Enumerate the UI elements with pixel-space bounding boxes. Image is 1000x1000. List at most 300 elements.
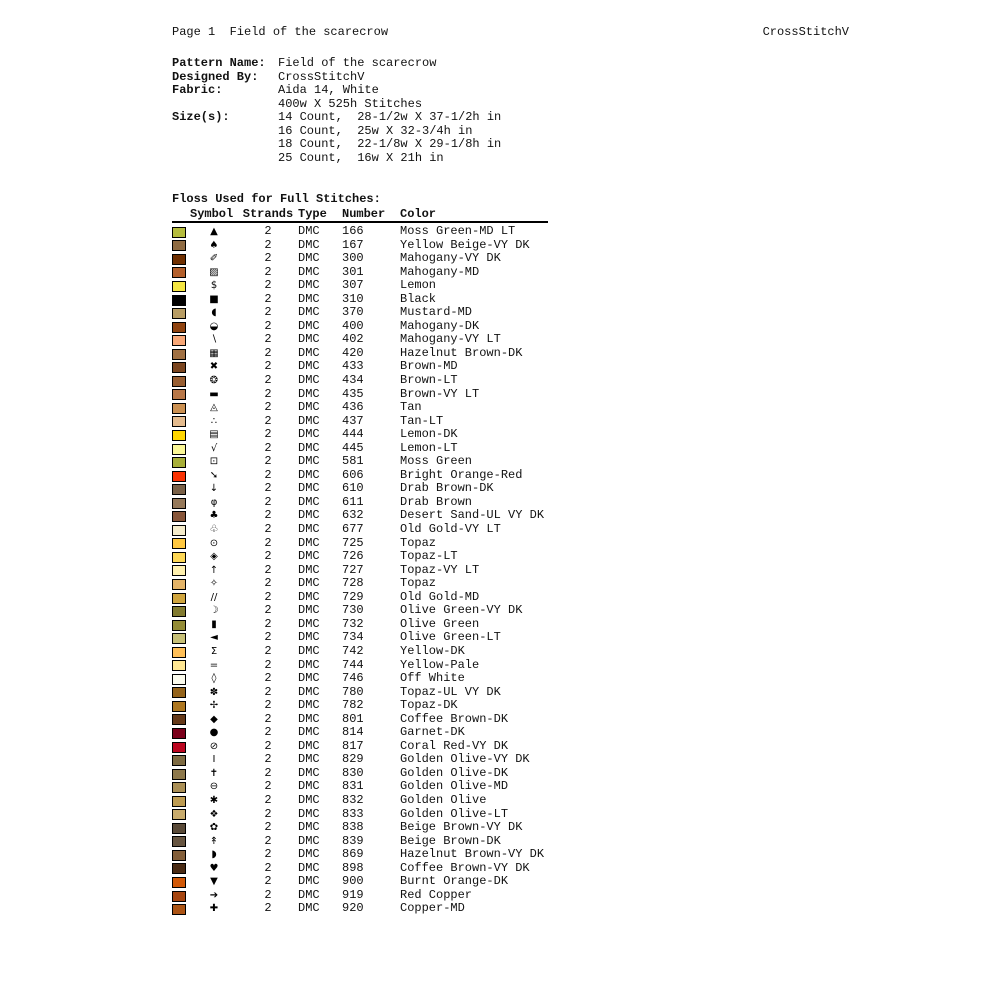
- stitch-symbol: ✱: [209, 794, 219, 806]
- stitch-symbol: ➔: [209, 889, 219, 901]
- floss-number: 869: [342, 848, 364, 862]
- color-swatch: [172, 416, 186, 427]
- floss-color-name: Topaz: [400, 536, 437, 550]
- floss-number: 444: [342, 428, 364, 442]
- pattern-info: [172, 57, 501, 165]
- strands-value: 2: [264, 346, 272, 360]
- sizes-row-3: [172, 138, 501, 152]
- floss-color-name: Brown-LT: [400, 374, 458, 388]
- floss-number: 817: [342, 739, 364, 753]
- stitch-symbol: ✐: [209, 253, 219, 265]
- table-row: [172, 740, 548, 754]
- color-swatch: [172, 877, 186, 888]
- strands-value: 2: [264, 807, 272, 821]
- table-row: [172, 753, 548, 767]
- table-row: [172, 604, 548, 618]
- color-swatch: [172, 809, 186, 820]
- color-swatch: [172, 335, 186, 346]
- stitch-symbol: ✝: [209, 767, 219, 779]
- strands-value: 2: [264, 387, 272, 401]
- floss-type: DMC: [298, 617, 320, 631]
- strands-value: 2: [264, 848, 272, 862]
- floss-color-name: Yellow Beige-VY DK: [400, 238, 530, 252]
- floss-number: 420: [342, 346, 364, 360]
- color-swatch: [172, 322, 186, 333]
- floss-number: 829: [342, 753, 364, 767]
- floss-color-name: Olive Green-LT: [400, 631, 501, 645]
- table-row: [172, 537, 548, 551]
- strands-value: 2: [264, 739, 272, 753]
- floss-color-name: Mahogany-VY DK: [400, 252, 501, 266]
- floss-color-name: Golden Olive-DK: [400, 766, 509, 780]
- designed-by-row: [172, 71, 501, 85]
- fabric-row: [172, 84, 501, 98]
- floss-color-name: Golden Olive: [400, 793, 487, 807]
- stitch-symbol: ✧: [209, 578, 219, 590]
- floss-type: DMC: [298, 848, 320, 862]
- floss-type: DMC: [298, 726, 320, 740]
- strands-value: 2: [264, 766, 272, 780]
- page-header-right: CrossStitchV: [762, 25, 849, 39]
- size-value-1: 14 Count, 28-1/2w X 37-1/2h in: [278, 110, 502, 124]
- stitch-symbol: $: [210, 280, 218, 292]
- floss-number: 433: [342, 360, 364, 374]
- floss-color-name: Off White: [400, 672, 465, 686]
- strands-value: 2: [264, 793, 272, 807]
- floss-number: 832: [342, 793, 364, 807]
- strands-value: 2: [264, 292, 272, 306]
- floss-color-name: Golden Olive-MD: [400, 780, 509, 794]
- floss-color-name: Hazelnut Brown-VY DK: [400, 848, 545, 862]
- floss-number: 632: [342, 509, 364, 523]
- color-swatch: [172, 674, 186, 685]
- floss-color-name: Red Copper: [400, 888, 473, 902]
- floss-number: 746: [342, 672, 364, 686]
- size-value-3: 18 Count, 22-1/8w X 29-1/8h in: [278, 137, 502, 151]
- stitch-symbol: ◊: [211, 673, 217, 685]
- floss-type: DMC: [298, 604, 320, 618]
- strands-value: 2: [264, 265, 272, 279]
- table-row: [172, 848, 548, 862]
- floss-color-name: Beige Brown-DK: [400, 834, 501, 848]
- floss-color-name: Olive Green: [400, 617, 480, 631]
- table-row: [172, 347, 548, 361]
- floss-color-name: Mahogany-MD: [400, 265, 480, 279]
- stitch-symbol: ■: [209, 293, 219, 305]
- stitch-symbol: ◆: [210, 713, 218, 725]
- table-row: [172, 388, 548, 402]
- designed-by-value: CrossStitchV: [278, 69, 365, 84]
- stitch-symbol: ▤: [209, 429, 219, 441]
- floss-type: DMC: [298, 495, 320, 509]
- strands-value: 2: [264, 428, 272, 442]
- floss-number: 727: [342, 563, 364, 577]
- table-row: [172, 577, 548, 591]
- color-swatch: [172, 755, 186, 766]
- floss-number: 611: [342, 495, 364, 509]
- floss-type: DMC: [298, 563, 320, 577]
- stitch-symbol: ♠: [209, 239, 219, 251]
- table-row: [172, 631, 548, 645]
- floss-type: DMC: [298, 888, 320, 902]
- strands-value: 2: [264, 658, 272, 672]
- floss-type: DMC: [298, 699, 320, 713]
- floss-type: DMC: [298, 292, 320, 306]
- table-row: [172, 699, 548, 713]
- color-swatch: [172, 850, 186, 861]
- color-swatch: [172, 267, 186, 278]
- color-swatch: [172, 227, 186, 238]
- floss-color-name: Olive Green-VY DK: [400, 604, 523, 618]
- stitch-symbol: ❂: [209, 375, 219, 387]
- column-header-strands: Strands: [242, 207, 294, 221]
- strands-value: 2: [264, 550, 272, 564]
- floss-type: DMC: [298, 550, 320, 564]
- table-row: [172, 862, 548, 876]
- floss-type: DMC: [298, 468, 320, 482]
- floss-type: DMC: [298, 658, 320, 672]
- stitch-symbol: ♣: [209, 510, 219, 522]
- color-swatch: [172, 403, 186, 414]
- color-swatch: [172, 579, 186, 590]
- floss-number: 445: [342, 441, 364, 455]
- strands-value: 2: [264, 414, 272, 428]
- stitch-symbol: ✚: [209, 903, 219, 915]
- floss-number: 400: [342, 319, 364, 333]
- floss-type: DMC: [298, 265, 320, 279]
- floss-type: DMC: [298, 590, 320, 604]
- column-header-number: Number: [342, 207, 386, 221]
- floss-type: DMC: [298, 441, 320, 455]
- color-swatch: [172, 538, 186, 549]
- table-row: [172, 401, 548, 415]
- sizes-row-2: [172, 125, 501, 139]
- floss-type: DMC: [298, 360, 320, 374]
- floss-type: DMC: [298, 739, 320, 753]
- color-swatch: [172, 376, 186, 387]
- floss-type: DMC: [298, 414, 320, 428]
- color-swatch: [172, 904, 186, 915]
- stitch-symbol: ◄: [210, 632, 218, 644]
- floss-number: 166: [342, 225, 364, 238]
- pattern-name-value: Field of the scarecrow: [278, 56, 437, 70]
- table-row: [172, 333, 548, 347]
- floss-number: 310: [342, 292, 364, 306]
- color-swatch: [172, 836, 186, 847]
- floss-color-name: Lemon: [400, 279, 437, 293]
- color-swatch: [172, 565, 186, 576]
- stitch-symbol: ⊘: [209, 740, 219, 752]
- strands-value: 2: [264, 374, 272, 388]
- color-swatch: [172, 633, 186, 644]
- floss-type: DMC: [298, 509, 320, 523]
- strands-value: 2: [264, 482, 272, 496]
- strands-value: 2: [264, 699, 272, 713]
- floss-type: DMC: [298, 577, 320, 591]
- strands-value: 2: [264, 536, 272, 550]
- floss-number: 167: [342, 238, 364, 252]
- table-row: [172, 428, 548, 442]
- column-header-color: Color: [400, 207, 437, 221]
- strands-value: 2: [264, 279, 272, 293]
- color-swatch: [172, 484, 186, 495]
- designed-by-label: Designed By:: [172, 69, 259, 84]
- sizes-label: Size(s):: [172, 110, 230, 124]
- color-swatch: [172, 389, 186, 400]
- floss-color-name: Yellow-DK: [400, 644, 465, 658]
- floss-color-name: Old Gold-VY LT: [400, 523, 501, 537]
- fabric-label: Fabric:: [172, 83, 223, 97]
- color-swatch: [172, 769, 186, 780]
- stitch-symbol: ❖: [209, 808, 219, 820]
- stitch-symbol: =: [209, 659, 219, 671]
- floss-color-name: Old Gold-MD: [400, 590, 480, 604]
- stitch-symbol: √: [210, 442, 218, 454]
- stitch-symbol: ▬: [209, 388, 219, 400]
- stitch-symbol: ∴: [210, 415, 218, 427]
- table-row: [172, 821, 548, 835]
- table-row: [172, 889, 548, 903]
- floss-number: 728: [342, 577, 364, 591]
- floss-type: DMC: [298, 252, 320, 266]
- table-row: [172, 225, 548, 239]
- floss-color-name: Beige Brown-VY DK: [400, 821, 523, 835]
- strands-value: 2: [264, 685, 272, 699]
- floss-type: DMC: [298, 319, 320, 333]
- color-swatch: [172, 295, 186, 306]
- color-swatch: [172, 525, 186, 536]
- stitch-symbol: ▲: [210, 226, 218, 237]
- floss-type: DMC: [298, 672, 320, 686]
- stitch-symbol: ➘: [209, 469, 219, 481]
- strands-value: 2: [264, 509, 272, 523]
- table-row: [172, 509, 548, 523]
- floss-number: 677: [342, 523, 364, 537]
- stitch-symbol: Σ: [210, 645, 218, 657]
- stitch-symbol: ◗: [211, 849, 217, 861]
- color-swatch: [172, 796, 186, 807]
- floss-color-name: Coffee Brown-DK: [400, 712, 509, 726]
- color-swatch: [172, 552, 186, 563]
- floss-table-header: [172, 207, 548, 223]
- table-row: [172, 659, 548, 673]
- floss-type: DMC: [298, 387, 320, 401]
- floss-number: 300: [342, 252, 364, 266]
- table-row: [172, 713, 548, 727]
- floss-type: DMC: [298, 225, 320, 238]
- stitch-symbol: ◬: [210, 402, 218, 414]
- floss-color-name: Moss Green: [400, 455, 473, 469]
- table-row: [172, 279, 548, 293]
- strands-value: 2: [264, 631, 272, 645]
- floss-number: 734: [342, 631, 364, 645]
- floss-color-name: Garnet-DK: [400, 726, 465, 740]
- floss-type: DMC: [298, 428, 320, 442]
- floss-number: 402: [342, 333, 364, 347]
- strands-value: 2: [264, 468, 272, 482]
- floss-number: 919: [342, 888, 364, 902]
- table-row: [172, 482, 548, 496]
- floss-number: 801: [342, 712, 364, 726]
- table-row: [172, 808, 548, 822]
- strands-value: 2: [264, 495, 272, 509]
- floss-type: DMC: [298, 834, 320, 848]
- floss-color-name: Coral Red-VY DK: [400, 739, 509, 753]
- floss-color-name: Topaz: [400, 577, 437, 591]
- strands-value: 2: [264, 441, 272, 455]
- floss-color-name: Bright Orange-Red: [400, 468, 523, 482]
- strands-value: 2: [264, 604, 272, 618]
- floss-type: DMC: [298, 807, 320, 821]
- floss-color-name: Mustard-MD: [400, 306, 473, 320]
- color-swatch: [172, 863, 186, 874]
- color-swatch: [172, 430, 186, 441]
- strands-value: 2: [264, 252, 272, 266]
- color-swatch: [172, 742, 186, 753]
- table-row: [172, 306, 548, 320]
- strands-value: 2: [264, 523, 272, 537]
- table-row: [172, 320, 548, 334]
- stitch-symbol: ⊡: [209, 456, 219, 468]
- strands-value: 2: [264, 780, 272, 794]
- strands-value: 2: [264, 888, 272, 902]
- color-swatch: [172, 647, 186, 658]
- floss-number: 436: [342, 401, 364, 415]
- table-row: [172, 564, 548, 578]
- color-swatch: [172, 606, 186, 617]
- stitch-symbol: ▮: [211, 618, 217, 630]
- floss-number: 732: [342, 617, 364, 631]
- table-row: [172, 360, 548, 374]
- color-swatch: [172, 891, 186, 902]
- stitch-symbol: ▨: [209, 266, 219, 278]
- floss-type: DMC: [298, 523, 320, 537]
- floss-number: 434: [342, 374, 364, 388]
- floss-color-name: Moss Green-MD LT: [400, 225, 516, 238]
- sizes-row-1: [172, 111, 501, 125]
- strands-value: 2: [264, 360, 272, 374]
- floss-type: DMC: [298, 346, 320, 360]
- color-swatch: [172, 457, 186, 468]
- floss-number: 833: [342, 807, 364, 821]
- strands-value: 2: [264, 563, 272, 577]
- floss-type: DMC: [298, 374, 320, 388]
- floss-number: 435: [342, 387, 364, 401]
- floss-color-name: Burnt Orange-DK: [400, 875, 509, 889]
- floss-color-name: Topaz-VY LT: [400, 563, 480, 577]
- floss-type: DMC: [298, 780, 320, 794]
- stitch-symbol: ●: [209, 727, 219, 739]
- strands-value: 2: [264, 577, 272, 591]
- stitch-symbol: ♧: [209, 524, 219, 536]
- floss-type: DMC: [298, 631, 320, 645]
- floss-type: DMC: [298, 712, 320, 726]
- floss-color-name: Golden Olive-LT: [400, 807, 509, 821]
- floss-number: 814: [342, 726, 364, 740]
- floss-color-name: Desert Sand-UL VY DK: [400, 509, 545, 523]
- table-row: [172, 293, 548, 307]
- floss-number: 730: [342, 604, 364, 618]
- floss-color-name: Topaz-DK: [400, 699, 458, 713]
- table-row: [172, 415, 548, 429]
- floss-number: 606: [342, 468, 364, 482]
- floss-color-name: Black: [400, 292, 437, 306]
- table-row: [172, 266, 548, 280]
- table-row: [172, 618, 548, 632]
- stitch-symbol: ✽: [209, 686, 219, 698]
- floss-number: 744: [342, 658, 364, 672]
- floss-number: 830: [342, 766, 364, 780]
- floss-color-name: Drab Brown-DK: [400, 482, 494, 496]
- color-swatch: [172, 714, 186, 725]
- table-row: [172, 767, 548, 781]
- floss-color-name: Tan: [400, 401, 422, 415]
- fabric-value-line1: Aida 14, White: [278, 83, 379, 97]
- floss-type: DMC: [298, 333, 320, 347]
- floss-number: 900: [342, 875, 364, 889]
- color-swatch: [172, 471, 186, 482]
- table-row: [172, 645, 548, 659]
- stitch-symbol: ◈: [210, 551, 218, 563]
- floss-type: DMC: [298, 536, 320, 550]
- stitch-symbol: ▦: [209, 347, 219, 359]
- fabric-value-line2: 400w X 525h Stitches: [278, 96, 423, 111]
- stitch-symbol: ↑: [209, 564, 219, 576]
- floss-type: DMC: [298, 793, 320, 807]
- stitch-symbol: ⊙: [209, 537, 219, 549]
- strands-value: 2: [264, 225, 272, 238]
- floss-color-name: Golden Olive-VY DK: [400, 753, 530, 767]
- floss-color-name: Brown-VY LT: [400, 387, 480, 401]
- floss-type: DMC: [298, 238, 320, 252]
- table-row: [172, 672, 548, 686]
- floss-type: DMC: [298, 875, 320, 889]
- stitch-symbol: ☽: [209, 605, 219, 617]
- table-row: [172, 686, 548, 700]
- floss-type: DMC: [298, 753, 320, 767]
- floss-table-title: Floss Used for Full Stitches:: [172, 192, 381, 206]
- color-swatch: [172, 728, 186, 739]
- stitch-symbol: ◒: [209, 320, 219, 332]
- table-row: [172, 252, 548, 266]
- floss-number: 839: [342, 834, 364, 848]
- pattern-name-row: [172, 57, 501, 71]
- table-row: [172, 780, 548, 794]
- color-swatch: [172, 281, 186, 292]
- floss-table: [172, 192, 548, 916]
- color-swatch: [172, 687, 186, 698]
- table-row: [172, 239, 548, 253]
- floss-type: DMC: [298, 644, 320, 658]
- strands-value: 2: [264, 644, 272, 658]
- floss-color-name: Brown-MD: [400, 360, 458, 374]
- strands-value: 2: [264, 401, 272, 415]
- table-row: [172, 469, 548, 483]
- strands-value: 2: [264, 590, 272, 604]
- floss-color-name: Yellow-Pale: [400, 658, 480, 672]
- floss-type: DMC: [298, 902, 320, 916]
- table-row: [172, 374, 548, 388]
- strands-value: 2: [264, 875, 272, 889]
- size-value-4: 25 Count, 16w X 21h in: [278, 150, 444, 165]
- floss-color-name: Topaz-LT: [400, 550, 458, 564]
- floss-number: 370: [342, 306, 364, 320]
- strands-value: 2: [264, 238, 272, 252]
- floss-number: 898: [342, 861, 364, 875]
- floss-color-name: Coffee Brown-VY DK: [400, 861, 530, 875]
- floss-number: 610: [342, 482, 364, 496]
- page-header: [172, 25, 849, 39]
